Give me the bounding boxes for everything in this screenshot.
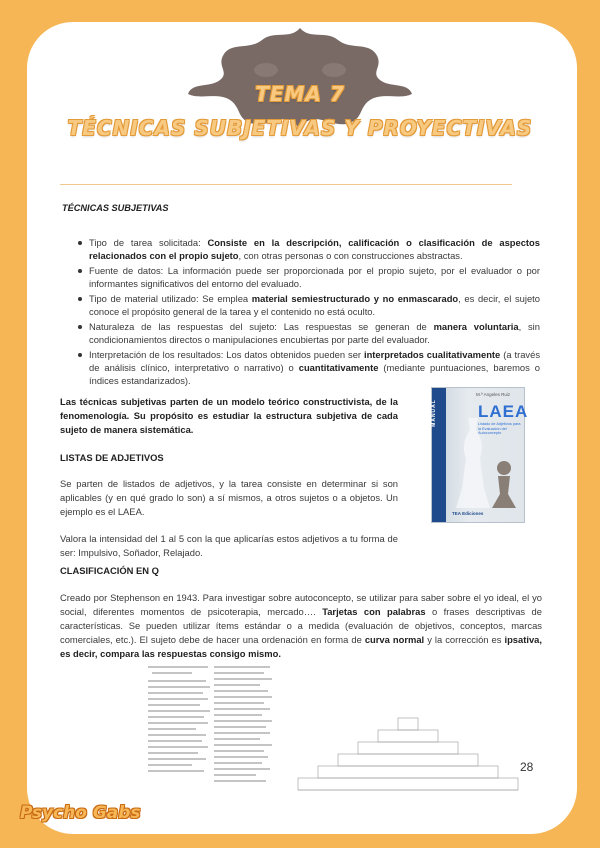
header-divider [60, 184, 512, 185]
chess-pieces-illustration [448, 408, 524, 512]
book-publisher: TEA Ediciones [452, 511, 484, 516]
adjectives-paragraph: Se parten de listados de adjetivos, y la tarea consiste en determinar si son aplicables (y en qué grado lo son) a sí mismos, a otros sujetos o a objetos. Un ejemplo es el LAEA. [60, 478, 398, 517]
chapter-subtitle: TÉCNICAS SUBJETIVAS Y PROYECTIVAS [67, 116, 533, 140]
list-item: Interpretación de los resultados: Los datos obtenidos pueden ser interpretados cualitativamente (a través de análisis clínico, interpretativo o narrativo) o cuantitativamente (mediante puntuaciones, baremos o índices estandarizados). [78, 348, 540, 388]
list-item: Fuente de datos: La información puede ser proporcionada por el propio sujeto, por el evaluador o por informantes significativos del entorno del evaluado. [78, 264, 540, 290]
brand-logo: Psycho Gabs [20, 803, 141, 823]
book-title: LAEA [478, 402, 529, 421]
chapter-title: TEMA 7 [255, 82, 345, 106]
laea-book-cover [430, 388, 529, 522]
book-spine: MANUAL [432, 388, 446, 522]
q-sort-example-scan [148, 662, 538, 798]
section-heading-q-sort: CLASIFICACIÓN EN Q [60, 565, 159, 576]
adjectives-example: Valora la intensidad del 1 al 5 con la que aplicarías estos adjetivos a tu forma de ser: Impulsivo, Soñador, Relajado. [60, 533, 398, 558]
book-subtitle: Listado de Adjetivos para la Evaluación del Autoconcepto [478, 422, 521, 435]
summary-paragraph: Las técnicas subjetivas parten de un modelo teórico constructivista, de la fenomenología. Su propósito es estudiar la estructura subjetiva de cada sujeto de manera sistemática. [60, 396, 398, 435]
q-sort-paragraph: Creado por Stephenson en 1943. Para investigar sobre autoconcepto, se utilizar para saber sobre el yo ideal, el yo social, diferentes momentos de psicoterapia, mercado…. Tarjetas con palabras o frases descriptivas de características. Se pueden utilizar ítems estándar o a medida (evaluación de objetivos, conceptos, marcas comerciales, etc.). El sujeto debe de hacer una ordenación en forma de curva normal y la corrección es ipsativa, es decir, compara las respuestas consigo mismo. [60, 592, 542, 659]
page-number: 28 [520, 760, 534, 774]
section-heading-adjectives: LISTAS DE ADJETIVOS [60, 452, 164, 463]
list-item: Tipo de material utilizado: Se emplea material semiestructurado y no enmascarado, es decir, el sujeto conoce el propósito general de la tarea y el contenido no está oculto. [78, 292, 540, 318]
section-heading-subjective: TÉCNICAS SUBJETIVAS [62, 203, 169, 213]
characteristics-list [78, 236, 540, 389]
list-item: Tipo de tarea solicitada: Consiste en la descripción, calificación o clasificación de aspectos relacionados con el propio sujeto, con otras personas o con construcciones abstractas. [78, 236, 540, 262]
book-author: M.ª Angeles Ruiz [476, 392, 511, 397]
list-item: Naturaleza de las respuestas del sujeto: Las respuestas se generan de manera voluntaria, sin condicionamientos directos o manipulaciones encubiertas por parte del evaluador. [78, 320, 540, 346]
